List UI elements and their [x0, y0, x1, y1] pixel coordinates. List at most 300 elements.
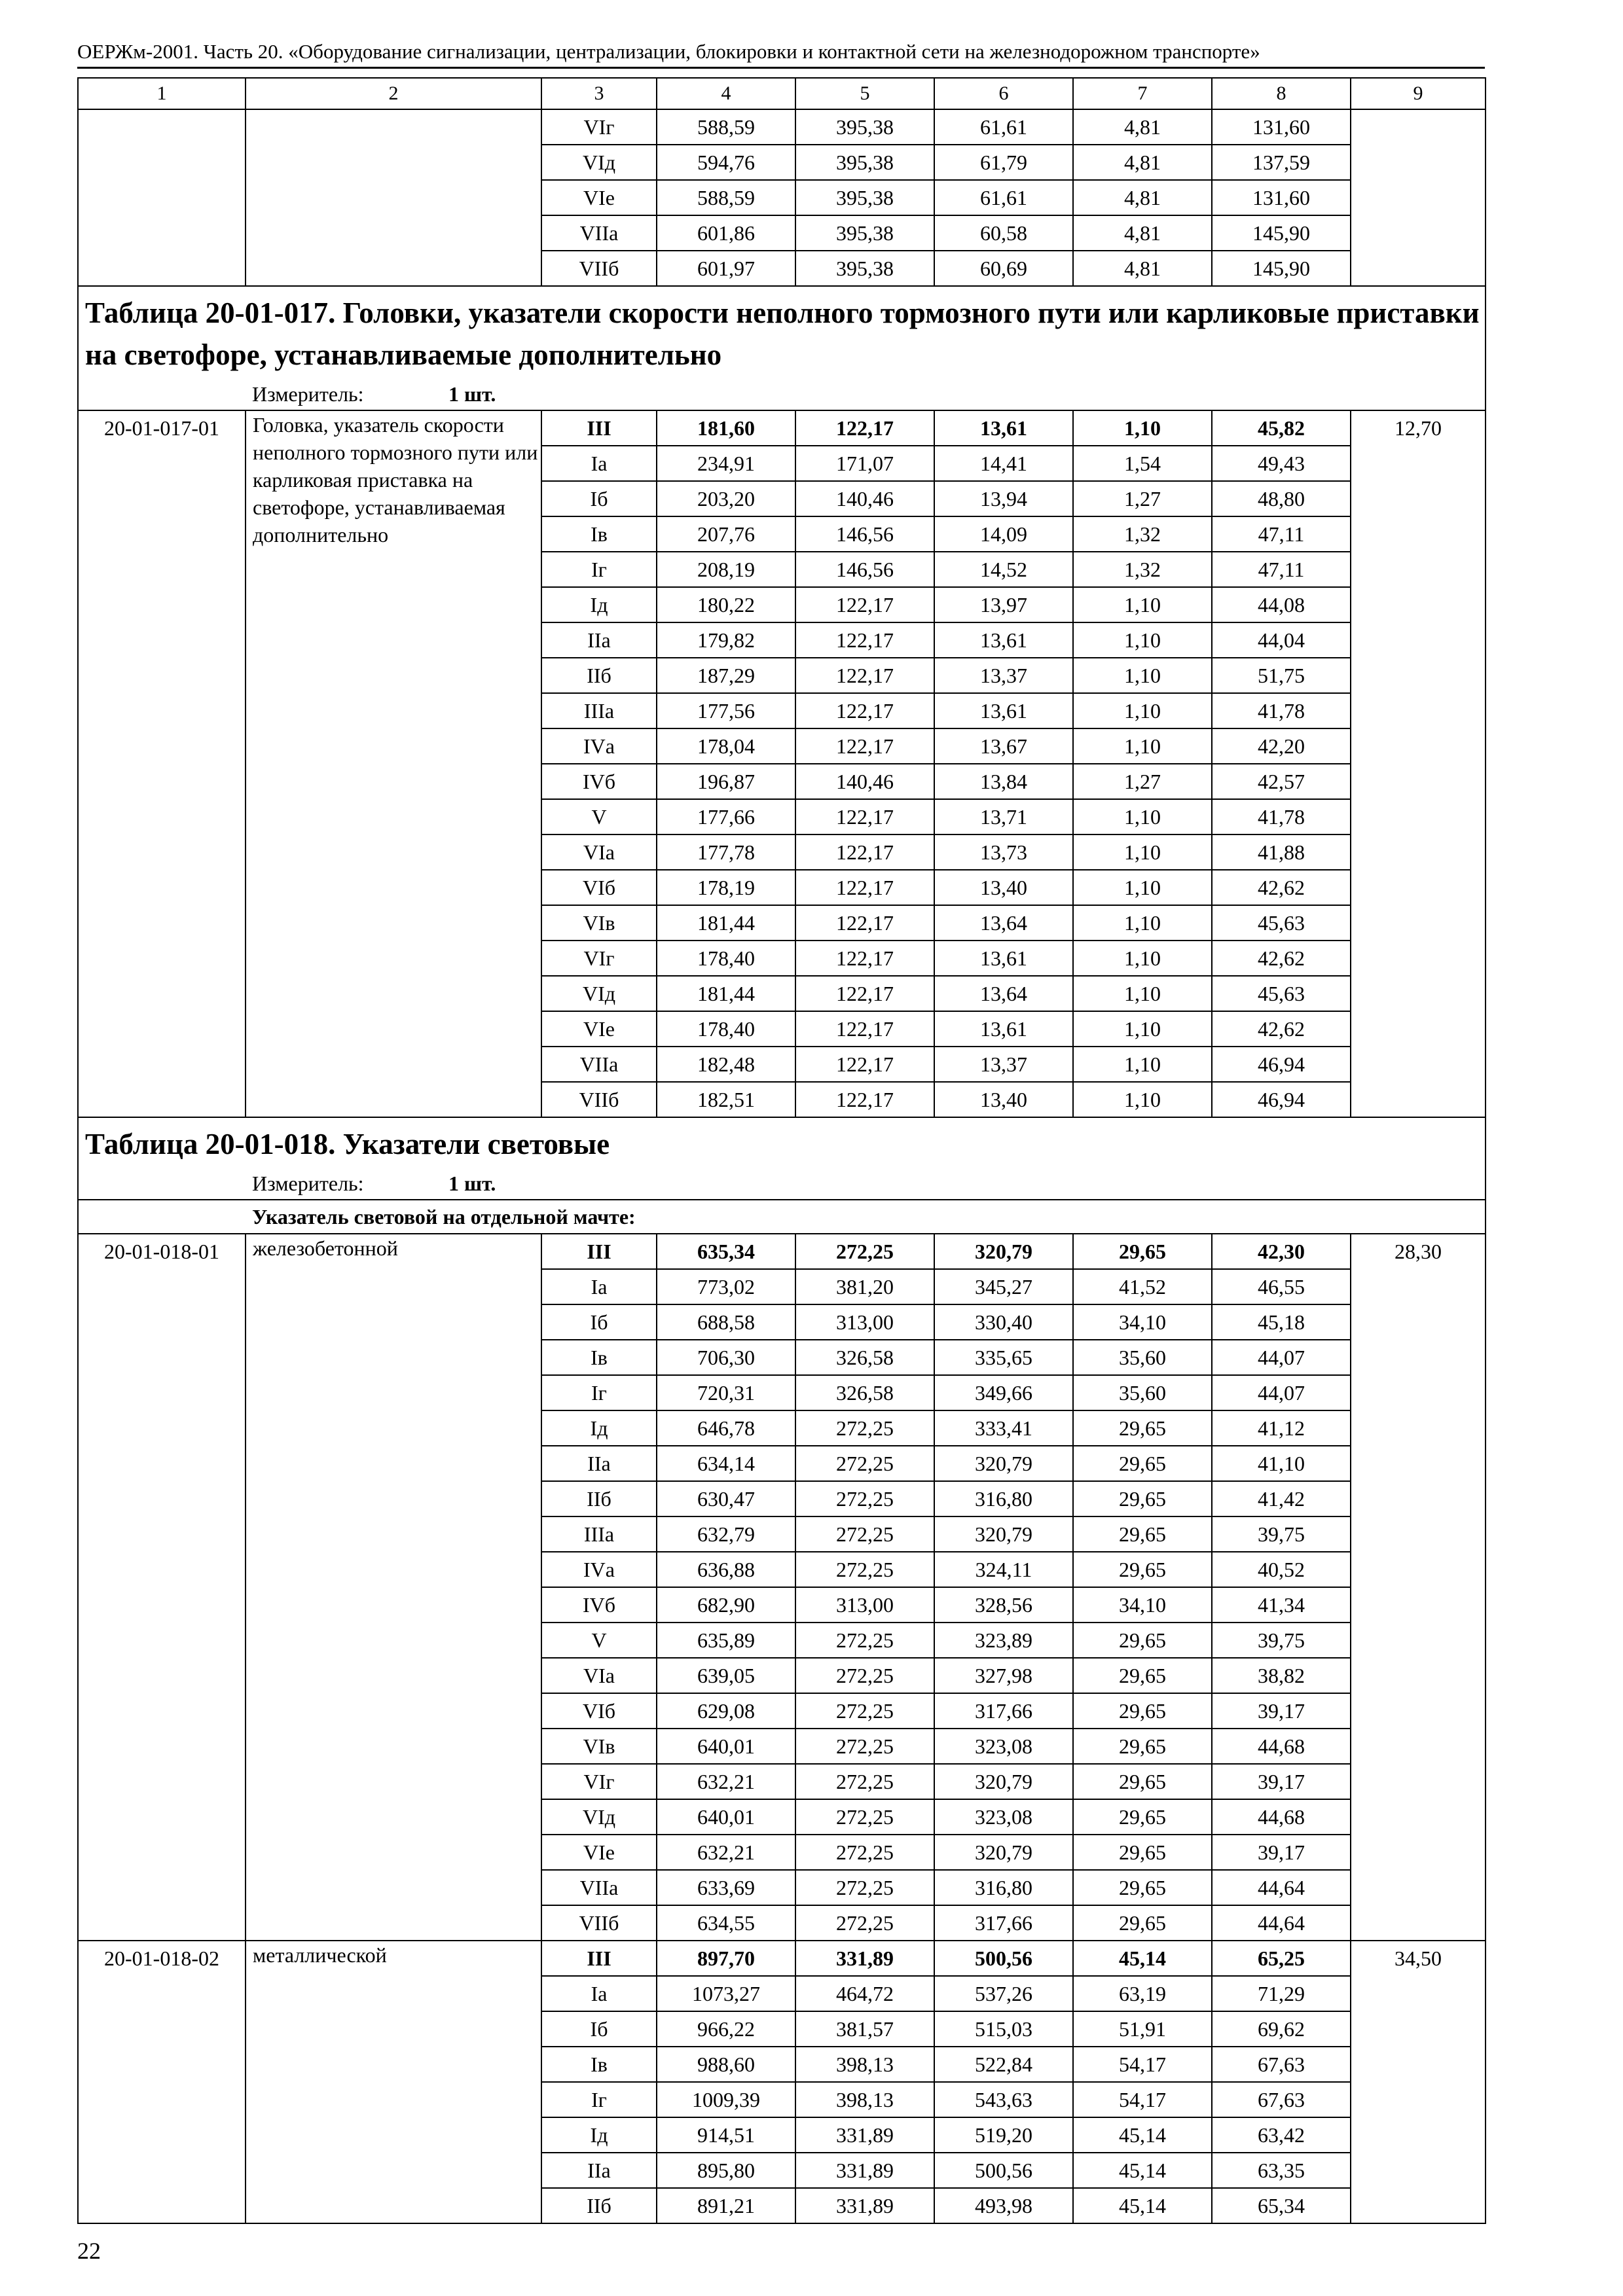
- value-cell-c5: 398,13: [795, 2082, 934, 2117]
- value-cell-c5: 395,38: [795, 109, 934, 145]
- value-cell-c4: 180,22: [657, 587, 795, 622]
- measure-label: Измеритель:: [252, 1172, 364, 1195]
- value-cell-c8: 69,62: [1212, 2011, 1351, 2047]
- value-cell-c4: 682,90: [657, 1587, 795, 1623]
- value-cell-c6: 13,61: [934, 622, 1073, 658]
- zone-cell: IIIа: [541, 1516, 657, 1552]
- value-cell-c8: 44,68: [1212, 1799, 1351, 1835]
- value-cell-c7: 1,10: [1073, 728, 1212, 764]
- table-row: [78, 410, 1486, 446]
- value-cell-c5: 398,13: [795, 2047, 934, 2082]
- measure-blank: [78, 378, 246, 410]
- table-title: Таблица 20-01-018. Указатели световые: [78, 1117, 1486, 1168]
- value-cell-c6: 519,20: [934, 2117, 1073, 2153]
- value-cell-c5: 122,17: [795, 587, 934, 622]
- value-cell-c8: 131,60: [1212, 180, 1351, 215]
- value-cell-c5: 146,56: [795, 516, 934, 552]
- value-cell-c8: 41,10: [1212, 1446, 1351, 1481]
- value-cell-c4: 203,20: [657, 481, 795, 516]
- value-cell-c4: 634,14: [657, 1446, 795, 1481]
- value-cell-c7: 45,14: [1073, 2117, 1212, 2153]
- measure-row: [78, 1168, 1486, 1200]
- value-cell-c4: 177,56: [657, 693, 795, 728]
- value-cell-c8: 42,30: [1212, 1234, 1351, 1269]
- column-number: 5: [795, 78, 934, 109]
- value-cell-c4: 182,51: [657, 1082, 795, 1117]
- value-cell-c4: 897,70: [657, 1941, 795, 1976]
- zone-cell: VIIа: [541, 215, 657, 251]
- value-cell-c8: 44,68: [1212, 1729, 1351, 1764]
- value-cell-c8: 42,62: [1212, 1011, 1351, 1047]
- measure-unit: 1 шт.: [448, 1172, 496, 1195]
- page-header: ОЕРЖм-2001. Часть 20. «Оборудование сигнализации, централизации, блокировки и контактной сети на железнодорожном транспорте»: [77, 40, 1260, 63]
- value-cell-c5: 122,17: [795, 658, 934, 693]
- value-cell-c7: 1,27: [1073, 481, 1212, 516]
- value-cell-c8: 41,12: [1212, 1410, 1351, 1446]
- value-cell-c4: 914,51: [657, 2117, 795, 2153]
- value-cell-c5: 122,17: [795, 693, 934, 728]
- zone-cell: Iд: [541, 1410, 657, 1446]
- value-cell-c7: 29,65: [1073, 1552, 1212, 1587]
- value-cell-c5: 272,25: [795, 1446, 934, 1481]
- value-cell-c4: 630,47: [657, 1481, 795, 1516]
- value-cell-c7: 29,65: [1073, 1729, 1212, 1764]
- value-cell-c8: 41,34: [1212, 1587, 1351, 1623]
- value-cell-c5: 395,38: [795, 251, 934, 286]
- value-cell-c8: 48,80: [1212, 481, 1351, 516]
- value-cell-c4: 181,60: [657, 410, 795, 446]
- zone-cell: IVб: [541, 1587, 657, 1623]
- value-cell-c8: 45,63: [1212, 976, 1351, 1011]
- value-cell-c5: 146,56: [795, 552, 934, 587]
- value-cell-c8: 44,64: [1212, 1905, 1351, 1941]
- zone-cell: Iб: [541, 2011, 657, 2047]
- value-cell-c8: 67,63: [1212, 2082, 1351, 2117]
- value-cell-c4: 895,80: [657, 2153, 795, 2188]
- value-cell-c5: 272,25: [795, 1835, 934, 1870]
- value-cell-c8: 51,75: [1212, 658, 1351, 693]
- value-cell-c7: 29,65: [1073, 1481, 1212, 1516]
- value-cell-c8: 67,63: [1212, 2047, 1351, 2082]
- subheading-row: [78, 1200, 1486, 1234]
- value-cell-c4: 177,78: [657, 834, 795, 870]
- value-cell-c4: 234,91: [657, 446, 795, 481]
- value-cell-c7: 1,10: [1073, 834, 1212, 870]
- subheading: Указатель световой на отдельной мачте:: [246, 1200, 1486, 1234]
- code-cell: 20-01-018-02: [78, 1941, 246, 2223]
- price-cell: 28,30: [1351, 1234, 1486, 1941]
- value-cell-c4: 635,34: [657, 1234, 795, 1269]
- zone-cell: IIб: [541, 1481, 657, 1516]
- zone-cell: Iг: [541, 2082, 657, 2117]
- value-cell-c7: 35,60: [1073, 1340, 1212, 1375]
- value-cell-c8: 41,42: [1212, 1481, 1351, 1516]
- value-cell-c4: 196,87: [657, 764, 795, 799]
- value-cell-c6: 543,63: [934, 2082, 1073, 2117]
- value-cell-c5: 326,58: [795, 1340, 934, 1375]
- value-cell-c6: 14,41: [934, 446, 1073, 481]
- zone-cell: VIв: [541, 905, 657, 941]
- value-cell-c5: 272,25: [795, 1516, 934, 1552]
- value-cell-c6: 345,27: [934, 1269, 1073, 1304]
- zone-cell: VIг: [541, 941, 657, 976]
- value-cell-c8: 44,07: [1212, 1340, 1351, 1375]
- value-cell-c5: 140,46: [795, 481, 934, 516]
- value-cell-c8: 131,60: [1212, 109, 1351, 145]
- value-cell-c7: 4,81: [1073, 145, 1212, 180]
- value-cell-c7: 1,32: [1073, 516, 1212, 552]
- value-cell-c7: 1,10: [1073, 799, 1212, 834]
- value-cell-c8: 65,34: [1212, 2188, 1351, 2223]
- value-cell-c4: 594,76: [657, 145, 795, 180]
- value-cell-c4: 632,21: [657, 1764, 795, 1799]
- rates-table-body: [78, 78, 1486, 2223]
- zone-cell: VIд: [541, 976, 657, 1011]
- table-row: [78, 109, 1486, 145]
- value-cell-c5: 395,38: [795, 145, 934, 180]
- measure-blank: [78, 1168, 246, 1200]
- value-cell-c8: 145,90: [1212, 215, 1351, 251]
- value-cell-c7: 1,10: [1073, 1047, 1212, 1082]
- zone-cell: Iг: [541, 1375, 657, 1410]
- table-row: [78, 1941, 1486, 1976]
- value-cell-c6: 320,79: [934, 1835, 1073, 1870]
- value-cell-c5: 272,25: [795, 1658, 934, 1693]
- value-cell-c7: 34,10: [1073, 1304, 1212, 1340]
- value-cell-c6: 60,58: [934, 215, 1073, 251]
- value-cell-c6: 493,98: [934, 2188, 1073, 2223]
- value-cell-c8: 38,82: [1212, 1658, 1351, 1693]
- value-cell-c6: 316,80: [934, 1870, 1073, 1905]
- value-cell-c5: 122,17: [795, 1011, 934, 1047]
- value-cell-c4: 640,01: [657, 1729, 795, 1764]
- value-cell-c7: 51,91: [1073, 2011, 1212, 2047]
- name-cell: Головка, указатель скорости неполного тормозного пути или карликовая приставка на светофоре, устанавливаемая дополнительно: [246, 410, 541, 1117]
- value-cell-c5: 272,25: [795, 1481, 934, 1516]
- value-cell-c7: 29,65: [1073, 1623, 1212, 1658]
- value-cell-c4: 646,78: [657, 1410, 795, 1446]
- value-cell-c7: 54,17: [1073, 2047, 1212, 2082]
- zone-cell: Iб: [541, 1304, 657, 1340]
- zone-cell: VIб: [541, 1693, 657, 1729]
- value-cell-c5: 464,72: [795, 1976, 934, 2011]
- value-cell-c8: 41,78: [1212, 799, 1351, 834]
- measure-cell: [246, 378, 1486, 410]
- value-cell-c5: 272,25: [795, 1693, 934, 1729]
- column-number: 3: [541, 78, 657, 109]
- value-cell-c8: 39,75: [1212, 1516, 1351, 1552]
- value-cell-c5: 331,89: [795, 1941, 934, 1976]
- zone-cell: Iв: [541, 516, 657, 552]
- measure-cell: [246, 1168, 1486, 1200]
- value-cell-c5: 272,25: [795, 1764, 934, 1799]
- measure-label: Измеритель:: [252, 382, 364, 406]
- zone-cell: Iв: [541, 2047, 657, 2082]
- value-cell-c5: 395,38: [795, 180, 934, 215]
- value-cell-c6: 327,98: [934, 1658, 1073, 1693]
- value-cell-c5: 122,17: [795, 622, 934, 658]
- value-cell-c4: 1073,27: [657, 1976, 795, 2011]
- value-cell-c7: 29,65: [1073, 1658, 1212, 1693]
- value-cell-c6: 13,67: [934, 728, 1073, 764]
- value-cell-c7: 1,10: [1073, 693, 1212, 728]
- value-cell-c5: 122,17: [795, 410, 934, 446]
- value-cell-c5: 326,58: [795, 1375, 934, 1410]
- value-cell-c8: 71,29: [1212, 1976, 1351, 2011]
- value-cell-c8: 49,43: [1212, 446, 1351, 481]
- value-cell-c8: 41,78: [1212, 693, 1351, 728]
- value-cell-c8: 44,04: [1212, 622, 1351, 658]
- value-cell-c4: 636,88: [657, 1552, 795, 1587]
- value-cell-c4: 720,31: [657, 1375, 795, 1410]
- value-cell-c7: 63,19: [1073, 1976, 1212, 2011]
- column-number: 1: [78, 78, 246, 109]
- value-cell-c4: 640,01: [657, 1799, 795, 1835]
- zone-cell: III: [541, 410, 657, 446]
- value-cell-c4: 639,05: [657, 1658, 795, 1693]
- value-cell-c6: 13,71: [934, 799, 1073, 834]
- value-cell-c7: 1,10: [1073, 870, 1212, 905]
- zone-cell: VIе: [541, 1011, 657, 1047]
- value-cell-c6: 14,09: [934, 516, 1073, 552]
- value-cell-c6: 13,73: [934, 834, 1073, 870]
- value-cell-c4: 1009,39: [657, 2082, 795, 2117]
- value-cell-c7: 29,65: [1073, 1799, 1212, 1835]
- value-cell-c4: 634,55: [657, 1905, 795, 1941]
- value-cell-c6: 317,66: [934, 1693, 1073, 1729]
- value-cell-c7: 35,60: [1073, 1375, 1212, 1410]
- zone-cell: IIб: [541, 2188, 657, 2223]
- value-cell-c4: 182,48: [657, 1047, 795, 1082]
- value-cell-c7: 4,81: [1073, 109, 1212, 145]
- column-number: 8: [1212, 78, 1351, 109]
- value-cell-c7: 29,65: [1073, 1693, 1212, 1729]
- value-cell-c5: 140,46: [795, 764, 934, 799]
- value-cell-c7: 45,14: [1073, 2188, 1212, 2223]
- value-cell-c6: 515,03: [934, 2011, 1073, 2047]
- value-cell-c5: 331,89: [795, 2117, 934, 2153]
- value-cell-c5: 272,25: [795, 1870, 934, 1905]
- value-cell-c6: 500,56: [934, 1941, 1073, 1976]
- zone-cell: IVб: [541, 764, 657, 799]
- value-cell-c7: 4,81: [1073, 180, 1212, 215]
- value-cell-c6: 13,97: [934, 587, 1073, 622]
- value-cell-c8: 47,11: [1212, 516, 1351, 552]
- value-cell-c4: 187,29: [657, 658, 795, 693]
- value-cell-c7: 34,10: [1073, 1587, 1212, 1623]
- value-cell-c7: 1,10: [1073, 622, 1212, 658]
- zone-cell: IIб: [541, 658, 657, 693]
- zone-cell: VIе: [541, 1835, 657, 1870]
- value-cell-c7: 4,81: [1073, 251, 1212, 286]
- value-cell-c6: 320,79: [934, 1446, 1073, 1481]
- value-cell-c8: 40,52: [1212, 1552, 1351, 1587]
- value-cell-c8: 63,35: [1212, 2153, 1351, 2188]
- value-cell-c4: 601,97: [657, 251, 795, 286]
- value-cell-c6: 13,37: [934, 658, 1073, 693]
- value-cell-c5: 122,17: [795, 976, 934, 1011]
- zone-cell: IIIа: [541, 693, 657, 728]
- zone-cell: VIIа: [541, 1870, 657, 1905]
- zone-cell: Iа: [541, 1976, 657, 2011]
- subheading-blank: [78, 1200, 246, 1234]
- value-cell-c7: 1,10: [1073, 658, 1212, 693]
- value-cell-c8: 65,25: [1212, 1941, 1351, 1976]
- value-cell-c6: 324,11: [934, 1552, 1073, 1587]
- value-cell-c5: 395,38: [795, 215, 934, 251]
- value-cell-c4: 632,21: [657, 1835, 795, 1870]
- table-title: Таблица 20-01-017. Головки, указатели скорости неполного тормозного пути или карликовые приставки на светофоре, устанавливаемые дополнительно: [78, 286, 1486, 378]
- value-cell-c6: 330,40: [934, 1304, 1073, 1340]
- zone-cell: VIб: [541, 870, 657, 905]
- value-cell-c8: 46,94: [1212, 1047, 1351, 1082]
- zone-cell: Iд: [541, 2117, 657, 2153]
- value-cell-c6: 13,94: [934, 481, 1073, 516]
- value-cell-c6: 328,56: [934, 1587, 1073, 1623]
- value-cell-c6: 13,61: [934, 1011, 1073, 1047]
- zone-cell: IVа: [541, 1552, 657, 1587]
- table-title-row: [78, 286, 1486, 378]
- value-cell-c4: 706,30: [657, 1340, 795, 1375]
- value-cell-c7: 29,65: [1073, 1835, 1212, 1870]
- column-number: 7: [1073, 78, 1212, 109]
- value-cell-c5: 381,57: [795, 2011, 934, 2047]
- price-cell: 12,70: [1351, 410, 1486, 1117]
- value-cell-c5: 272,25: [795, 1552, 934, 1587]
- value-cell-c6: 61,79: [934, 145, 1073, 180]
- value-cell-c4: 178,40: [657, 941, 795, 976]
- value-cell-c8: 45,63: [1212, 905, 1351, 941]
- rates-table: [77, 77, 1486, 2224]
- zone-cell: VIг: [541, 1764, 657, 1799]
- measure-unit: 1 шт.: [448, 382, 496, 406]
- name-cell: металлической: [246, 1941, 541, 2223]
- column-number: 9: [1351, 78, 1486, 109]
- value-cell-c4: 601,86: [657, 215, 795, 251]
- value-cell-c6: 333,41: [934, 1410, 1073, 1446]
- name-cell: [246, 109, 541, 286]
- value-cell-c7: 1,10: [1073, 587, 1212, 622]
- column-number: 6: [934, 78, 1073, 109]
- value-cell-c6: 320,79: [934, 1516, 1073, 1552]
- value-cell-c5: 313,00: [795, 1587, 934, 1623]
- value-cell-c6: 323,08: [934, 1799, 1073, 1835]
- value-cell-c6: 61,61: [934, 109, 1073, 145]
- value-cell-c6: 335,65: [934, 1340, 1073, 1375]
- value-cell-c4: 588,59: [657, 109, 795, 145]
- value-cell-c4: 178,40: [657, 1011, 795, 1047]
- value-cell-c6: 60,69: [934, 251, 1073, 286]
- value-cell-c7: 41,52: [1073, 1269, 1212, 1304]
- value-cell-c8: 45,18: [1212, 1304, 1351, 1340]
- value-cell-c8: 39,17: [1212, 1693, 1351, 1729]
- value-cell-c5: 313,00: [795, 1304, 934, 1340]
- value-cell-c8: 42,62: [1212, 870, 1351, 905]
- zone-cell: Iг: [541, 552, 657, 587]
- value-cell-c4: 181,44: [657, 905, 795, 941]
- value-cell-c4: 208,19: [657, 552, 795, 587]
- value-cell-c5: 331,89: [795, 2188, 934, 2223]
- value-cell-c6: 320,79: [934, 1764, 1073, 1799]
- value-cell-c7: 1,10: [1073, 1011, 1212, 1047]
- value-cell-c5: 122,17: [795, 728, 934, 764]
- value-cell-c6: 13,61: [934, 693, 1073, 728]
- page-number: 22: [77, 2238, 101, 2264]
- value-cell-c7: 1,32: [1073, 552, 1212, 587]
- value-cell-c7: 1,10: [1073, 941, 1212, 976]
- value-cell-c7: 45,14: [1073, 2153, 1212, 2188]
- zone-cell: VIд: [541, 1799, 657, 1835]
- value-cell-c6: 13,64: [934, 976, 1073, 1011]
- name-cell: железобетонной: [246, 1234, 541, 1941]
- value-cell-c6: 522,84: [934, 2047, 1073, 2082]
- value-cell-c5: 272,25: [795, 1410, 934, 1446]
- value-cell-c4: 773,02: [657, 1269, 795, 1304]
- zone-cell: III: [541, 1941, 657, 1976]
- value-cell-c4: 688,58: [657, 1304, 795, 1340]
- value-cell-c4: 635,89: [657, 1623, 795, 1658]
- zone-cell: VIIб: [541, 251, 657, 286]
- value-cell-c8: 145,90: [1212, 251, 1351, 286]
- value-cell-c8: 39,17: [1212, 1835, 1351, 1870]
- value-cell-c5: 331,89: [795, 2153, 934, 2188]
- value-cell-c5: 272,25: [795, 1234, 934, 1269]
- zone-cell: Iа: [541, 446, 657, 481]
- column-number: 4: [657, 78, 795, 109]
- value-cell-c8: 42,57: [1212, 764, 1351, 799]
- zone-cell: VIа: [541, 1658, 657, 1693]
- value-cell-c4: 588,59: [657, 180, 795, 215]
- value-cell-c6: 13,37: [934, 1047, 1073, 1082]
- value-cell-c7: 29,65: [1073, 1764, 1212, 1799]
- value-cell-c5: 122,17: [795, 799, 934, 834]
- table-row: [78, 1234, 1486, 1269]
- value-cell-c6: 13,61: [934, 941, 1073, 976]
- value-cell-c6: 500,56: [934, 2153, 1073, 2188]
- price-cell: 34,50: [1351, 1941, 1486, 2223]
- value-cell-c6: 317,66: [934, 1905, 1073, 1941]
- code-cell: 20-01-017-01: [78, 410, 246, 1117]
- value-cell-c6: 13,84: [934, 764, 1073, 799]
- value-cell-c4: 207,76: [657, 516, 795, 552]
- zone-cell: V: [541, 799, 657, 834]
- value-cell-c8: 46,94: [1212, 1082, 1351, 1117]
- value-cell-c8: 41,88: [1212, 834, 1351, 870]
- value-cell-c5: 122,17: [795, 1082, 934, 1117]
- zone-cell: VIIб: [541, 1082, 657, 1117]
- code-cell: 20-01-018-01: [78, 1234, 246, 1941]
- zone-cell: IIа: [541, 1446, 657, 1481]
- value-cell-c6: 13,61: [934, 410, 1073, 446]
- column-number: 2: [246, 78, 541, 109]
- value-cell-c8: 45,82: [1212, 410, 1351, 446]
- value-cell-c8: 39,75: [1212, 1623, 1351, 1658]
- value-cell-c5: 272,25: [795, 1729, 934, 1764]
- value-cell-c6: 320,79: [934, 1234, 1073, 1269]
- value-cell-c6: 13,40: [934, 1082, 1073, 1117]
- value-cell-c7: 29,65: [1073, 1905, 1212, 1941]
- value-cell-c7: 1,54: [1073, 446, 1212, 481]
- value-cell-c4: 181,44: [657, 976, 795, 1011]
- value-cell-c6: 13,40: [934, 870, 1073, 905]
- value-cell-c5: 272,25: [795, 1799, 934, 1835]
- value-cell-c7: 29,65: [1073, 1870, 1212, 1905]
- value-cell-c7: 1,10: [1073, 1082, 1212, 1117]
- value-cell-c8: 44,08: [1212, 587, 1351, 622]
- value-cell-c4: 177,66: [657, 799, 795, 834]
- measure-row: [78, 378, 1486, 410]
- value-cell-c6: 14,52: [934, 552, 1073, 587]
